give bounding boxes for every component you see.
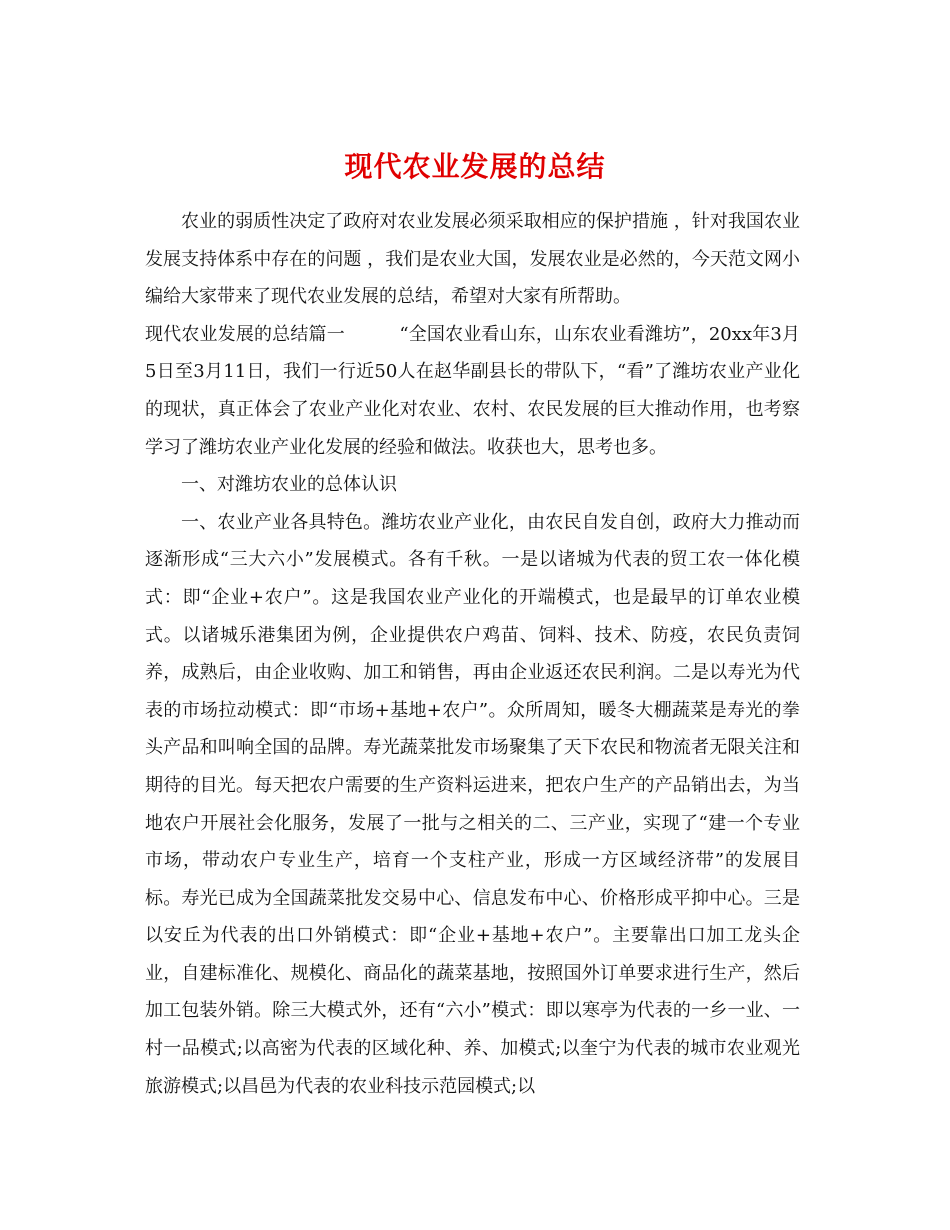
section-one-intro-paragraph: 现代农业发展的总结篇一 “全国农业看山东，山东农业看潍坊”，20xx年3月5日至3月11日，我们一行近50人在赵华副县长的带队下，“看”了潍坊农业产业化的现状，真正体会了农业产业化对农业、农村、农民发展的巨大推动作用，也考察学习了潍坊农业产业化发展的经验和做法。收获也大，思考也多。 xyxy=(145,323,800,458)
intro-paragraph: 农业的弱质性决定了政府对农业发展必须采取相应的保护措施 ，针对我国农业发展支持体系中存在的问题 ，我们是农业大国，发展农业是必然的，今天范文网小编给大家带来了现代农业发展的总结，希望对大家有所帮助。 xyxy=(145,211,800,308)
document-body xyxy=(145,203,800,1105)
body-paragraph: 一、农业产业各具特色。潍坊农业产业化，由农民自发自创，政府大力推动而逐渐形成“三大六小”发展模式。各有千秋。一是以诸城为代表的贸工农一体化模式：即“企业+农户”。这是我国农业产业化的开端模式，也是最早的订单农业模式。以诸城乐港集团为例，企业提供农户鸡苗、饲料、技术、防疫，农民负责饲养，成熟后，由企业收购、加工和销售，再由企业返还农民利润。二是以寿光为代表的市场拉动模式：即“市场+基地+农户”。众所周知，暖冬大棚蔬菜是寿光的拳头产品和叫响全国的品牌。寿光蔬菜批发市场聚集了天下农民和物流者无限关注和期待的目光。每天把农户需要的生产资料运进来，把农户生产的产品销出去，为当地农户开展社会化服务，发展了一批与之相关的二、三产业，实现了“建一个专业市场，带动农户专业生产，培育一个支柱产业，形成一方区域经济带”的发展目标。寿光已成为全国蔬菜批发交易中心、信息发布中心、价格形成平抑中心。三是以安丘为代表的出口外销模式：即“企业+基地+农户”。主要靠出口加工龙头企业，自建标准化、规模化、商品化的蔬菜基地，按照国外订单要求进行生产，然后加工包装外销。除三大模式外，还有“六小”模式：即以寒亭为代表的一乡一业、一村一品模式;以高密为代表的区域化种、养、加模式;以奎宁为代表的城市农业观光旅游模式;以昌邑为代表的农业科技示范园模式;以 xyxy=(145,511,800,1097)
section-heading: 一、对潍坊农业的总体认识 xyxy=(181,474,397,496)
document-title: 现代农业发展的总结 xyxy=(344,149,606,183)
